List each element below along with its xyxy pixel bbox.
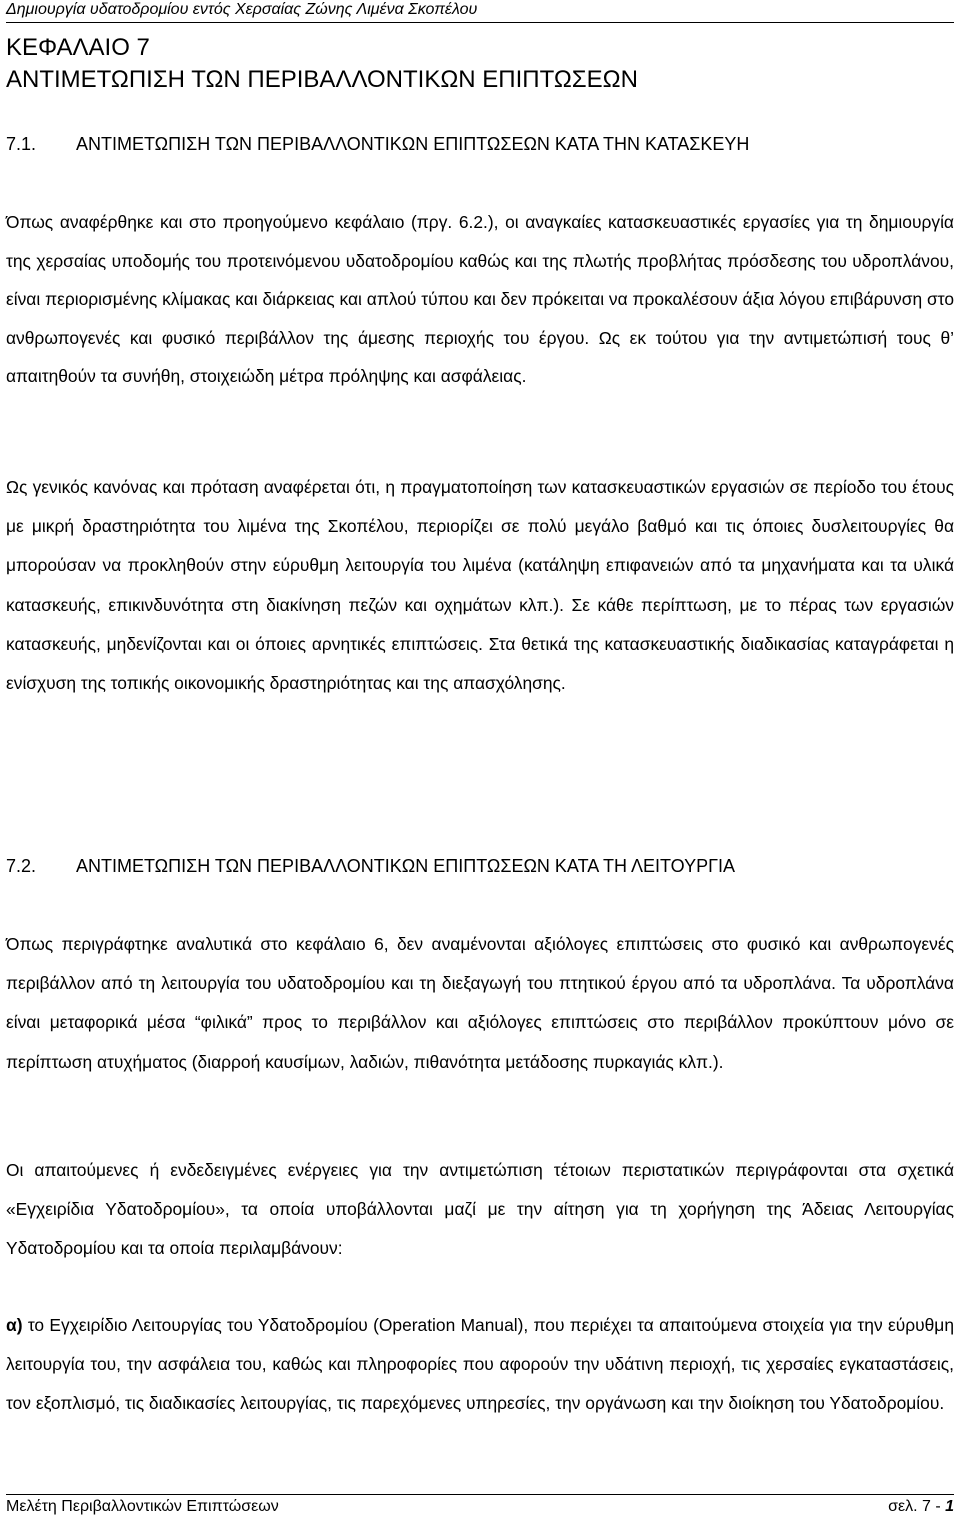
paragraph: Οι απαιτούμενες ή ενδεδειγμένες ενέργειες για την αντιμετώπιση τέτοιων περιστατικών περιγράφονται στα σχετικά «Εγχειρίδια Υδατοδρομίου», τα οποία υποβάλλονται μαζί με την αίτηση για τη χορήγηση της Άδειας Λειτουργίας Υδατοδρομίου και τα οποία περιλαμβάνουν: xyxy=(6,1160,954,1259)
paragraph: Ως γενικός κανόνας και πρόταση αναφέρεται ότι, η πραγματοποίηση των κατασκευαστικών εργασιών σε περίοδο του έτους με μικρή δραστηριότητα του λιμένα της Σκοπέλου, περιορίζει σε πολύ μεγάλο βαθμό και τις όποιες δυσλειτουργίες θα μπορούσαν να προκληθούν στην εύρυθμη λειτουργία του λιμένα (κατάληψη επιφανειών από τα μηχανήματα και τα υλικά κατασκευής, επικινδυνότητα στη διακίνηση πεζών και οχημάτων κλπ.). Σε κάθε περίπτωση, με το πέρας των εργασιών κατασκευής, μηδενίζονται και οι όποιες αρνητικές επιπτώσεις. Στα θετικά της κατασκευαστικής διαδικασίας καταγράφεται η ενίσχυση της τοπικής οικονομικής δραστηριότητας και της απασχόλησης. xyxy=(6,477,954,694)
paragraph: Όπως περιγράφτηκε αναλυτικά στο κεφάλαιο 6, δεν αναμένονται αξιόλογες επιπτώσεις στο φυσικό και ανθρωπογενές περιβάλλον από τη λειτουργία του υδατοδρομίου και τη διεξαγωγή του πτητικού έργου από τα υδροπλάνα. Τα υδροπλάνα είναι μεταφορικά μέσα “φιλικά” προς το περιβάλλον και αξιόλογες επιπτώσεις στο περιβάλλον προκύπτουν μόνο σε περίπτωση ατυχήματος (διαρροή καυσίμων, λαδιών, πιθανότητα μετάδοσης πυρκαγιάς κλπ.). xyxy=(6,934,954,1072)
list-item-text: το Εγχειρίδιο Λειτουργίας του Υδατοδρομίου (Operation Manual), που περιέχει τα απαιτούμενα στοιχεία για την εύρυθμη λειτουργία του, την ασφάλεια του, καθώς και πληροφορίες που αφορούν την υδάτινη περιοχή, τις χερσαίες εγκαταστάσεις, τον εξοπλισμό, τις διαδικασίες λειτουργίας, τις παρεχόμενες υπηρεσίες, την οργάνωση και την διοίκηση του Υδατοδρομίου. xyxy=(6,1315,954,1414)
section-number: 7.1. xyxy=(6,134,37,154)
chapter-name: ΑΝΤΙΜΕΤΩΠΙΣΗ ΤΩΝ ΠΕΡΙΒΑΛΛΟΝΤΙΚΩΝ ΕΠΙΠΤΩΣΕΩΝ xyxy=(6,66,638,93)
section-heading-7-2 xyxy=(6,855,735,877)
page-number: σελ. 7 - 1 xyxy=(888,1498,954,1515)
running-header-title: Δημιουργία υδατοδρομίου εντός Χερσαίας Ζώνης Λιμένα Σκοπέλου xyxy=(6,1,478,18)
chapter-number: ΚΕΦΑΛΑΙΟ 7 xyxy=(6,34,150,61)
paragraph: Όπως αναφέρθηκε και στο προηγούμενο κεφάλαιο (πργ. 6.2.), οι αναγκαίες κατασκευαστικές εργασίες για τη δημιουργία της χερσαίας υποδομής του προτεινόμενου υδατοδρομίου καθώς και της πλωτής προβλήτας πρόσδεσης του υδροπλάνου, είναι περιορισμένης κλίμακας και διάρκειας και απλού τύπου και δεν πρόκειται να προκαλέσουν άξια λόγου επιβάρυνση στο ανθρωπογενές και φυσικό περιβάλλον της άμεσης περιοχής του έργου. Ως εκ τούτου για την αντιμετώπισή τους θ’ απαιτηθούν τα συνήθη, στοιχειώδη μέτρα πρόληψης και ασφάλειας. xyxy=(6,212,954,386)
section-title: ΑΝΤΙΜΕΤΩΠΙΣΗ ΤΩΝ ΠΕΡΙΒΑΛΛΟΝΤΙΚΩΝ ΕΠΙΠΤΩΣΕΩΝ ΚΑΤΑ ΤΗΝ ΚΑΤΑΣΚΕΥΗ xyxy=(76,134,750,154)
section-heading-7-1 xyxy=(6,133,749,155)
footer-document-title: Μελέτη Περιβαλλοντικών Επιπτώσεων xyxy=(6,1498,279,1515)
chapter-title xyxy=(6,32,638,96)
list-item-a xyxy=(6,1306,954,1424)
page-footer xyxy=(6,1494,954,1517)
section-number: 7.2. xyxy=(6,856,37,876)
section-title: ΑΝΤΙΜΕΤΩΠΙΣΗ ΤΩΝ ΠΕΡΙΒΑΛΛΟΝΤΙΚΩΝ ΕΠΙΠΤΩΣΕΩΝ ΚΑΤΑ ΤΗ ΛΕΙΤΟΥΡΓΙΑ xyxy=(76,856,736,876)
list-item-label: α) xyxy=(6,1315,23,1335)
running-header xyxy=(6,0,954,23)
